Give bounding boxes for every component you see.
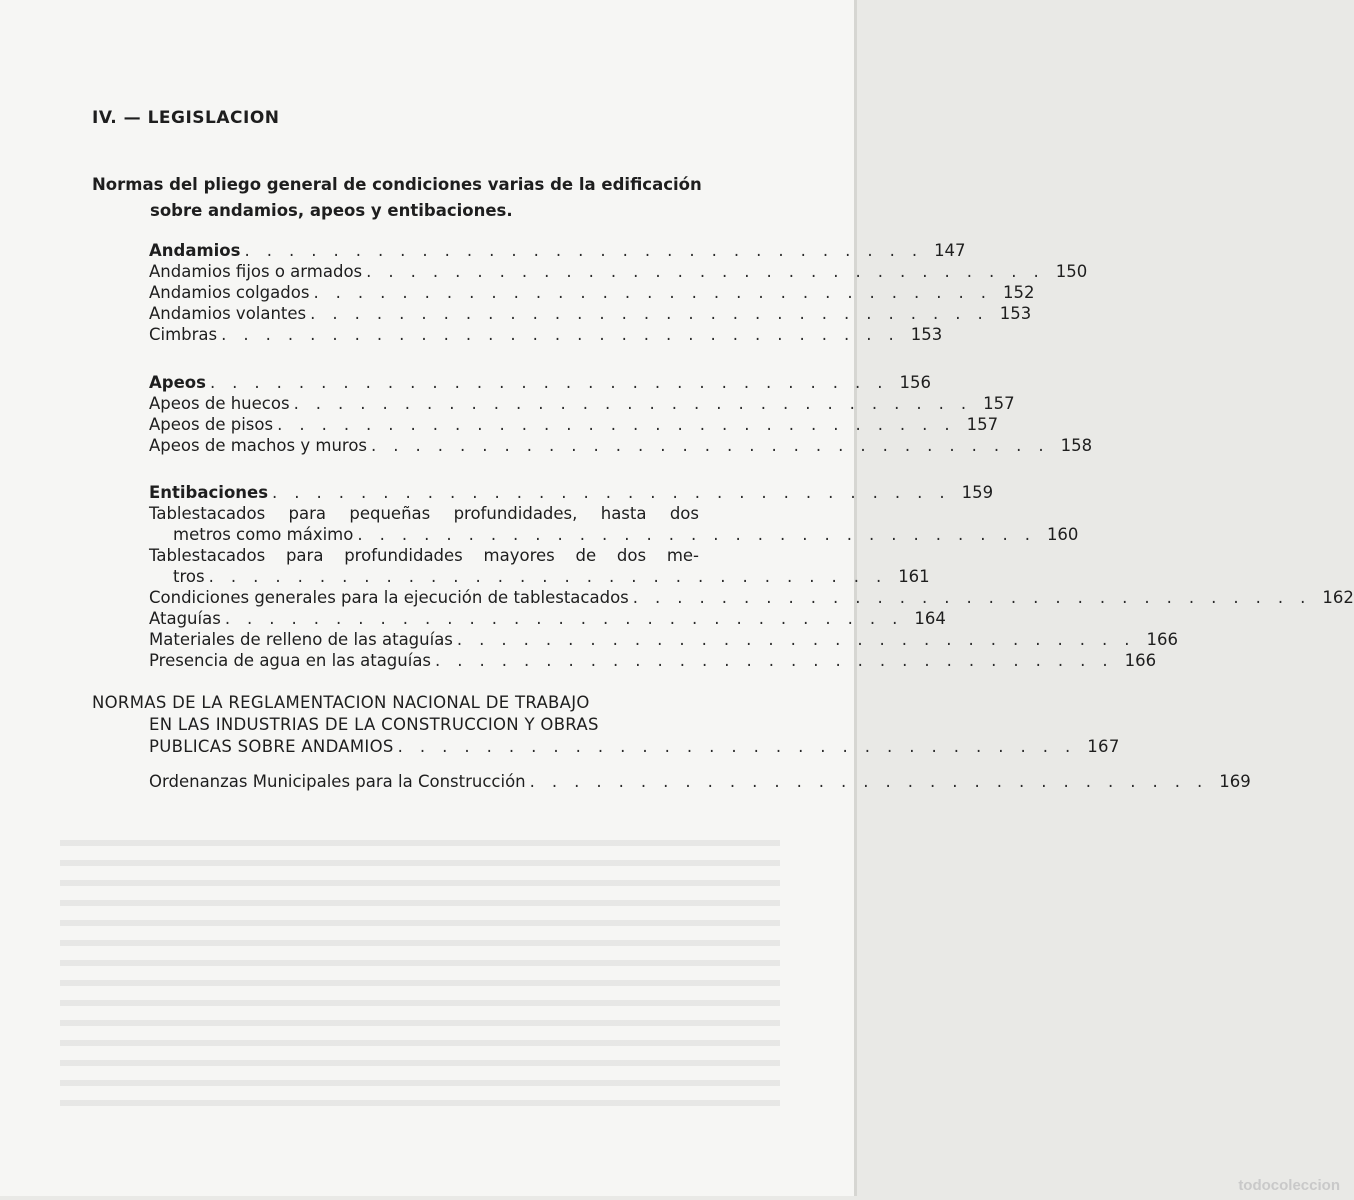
- toc-entry: [149, 524, 1079, 545]
- intro-line-1: Normas del pliego general de condiciones varias de la edificación: [92, 175, 702, 194]
- toc-entry-label: Entibaciones: [149, 483, 269, 502]
- toc-entry-label: Andamios colgados: [149, 283, 310, 302]
- toc-entry-wrap-line: Tablestacados para pequeñas profundidades, hasta dos: [149, 504, 699, 523]
- normas-line-2: EN LAS INDUSTRIAS DE LA CONSTRUCCION Y OBRAS: [149, 715, 599, 734]
- toc-entry-page: 162: [1322, 588, 1354, 607]
- toc-entry-page: 153: [999, 304, 1032, 323]
- toc-entry-andamios: [149, 240, 966, 261]
- toc-entry-label: PUBLICAS SOBRE ANDAMIOS: [149, 737, 394, 756]
- toc-entry-label: Apeos de pisos: [149, 415, 274, 434]
- normas-line-1: NORMAS DE LA REGLAMENTACION NACIONAL DE TRABAJO: [92, 693, 590, 712]
- toc-entry: [149, 393, 1015, 414]
- leader-dots: ...............................: [244, 241, 935, 260]
- leader-dots: ...............................: [632, 588, 1323, 607]
- toc-entry-label: Presencia de agua en las ataguías: [149, 651, 432, 670]
- leader-dots: ...............................: [357, 525, 1047, 544]
- toc-group-normas: [92, 692, 1120, 758]
- toc-entry: [149, 303, 1032, 324]
- toc-entry-page: 166: [1124, 651, 1157, 670]
- toc-entry-page: 166: [1146, 630, 1178, 649]
- toc-entry: [149, 414, 999, 435]
- intro-line-2: sobre andamios, apeos y entibaciones.: [150, 201, 513, 220]
- watermark-logo: todocoleccion: [1238, 1177, 1340, 1194]
- leader-dots: ...............................: [456, 630, 1147, 649]
- toc-entry-label: Andamios volantes: [149, 304, 307, 323]
- toc-entry-page: 157: [966, 415, 999, 434]
- toc-group-entibaciones: [149, 482, 1354, 671]
- toc-group-ordenanzas: [149, 771, 1251, 792]
- toc-entry-page: 158: [1060, 436, 1093, 455]
- intro-heading: [92, 172, 712, 224]
- toc-entry-wrap-line: Tablestacados para profundidades mayores de dos me-: [149, 546, 699, 565]
- toc-entry-page: 147: [934, 241, 966, 260]
- leader-dots: ...............................: [293, 394, 984, 413]
- toc-entry: [149, 587, 1354, 608]
- leader-dots: ...............................: [397, 737, 1088, 756]
- leader-dots: ...............................: [313, 283, 1004, 302]
- toc-entry: [149, 324, 943, 345]
- leader-dots: ...............................: [221, 325, 911, 344]
- toc-entry-label: Apeos de machos y muros: [149, 436, 368, 455]
- leader-dots: ...............................: [208, 567, 899, 586]
- leader-dots: ...............................: [272, 483, 962, 502]
- toc-entry-page: 164: [914, 609, 946, 628]
- toc-entry: [149, 608, 946, 629]
- toc-entry: [149, 282, 1035, 303]
- toc-entry-page: 153: [910, 325, 943, 344]
- toc-entry: [149, 650, 1157, 671]
- toc-entry-label: Ordenanzas Municipales para la Construcción: [149, 772, 526, 791]
- toc-group-andamios: [149, 240, 1088, 345]
- toc-entry: [149, 435, 1093, 456]
- toc-entry: [149, 261, 1088, 282]
- toc-entry-page: 160: [1046, 525, 1079, 544]
- toc-entry-ordenanzas: [149, 771, 1251, 792]
- toc-entry-label: Ataguías: [149, 609, 221, 628]
- toc-entry: [149, 566, 930, 587]
- toc-entry-normas: [92, 736, 1120, 758]
- leader-dots: ...............................: [277, 415, 967, 434]
- leader-dots: ...............................: [224, 609, 915, 628]
- toc-entry-label: Materiales de relleno de las ataguías: [149, 630, 453, 649]
- toc-entry-label: Condiciones generales para la ejecución de tablestacados: [149, 588, 629, 607]
- toc-entry-page: 161: [898, 567, 930, 586]
- leader-dots: ...............................: [529, 772, 1220, 791]
- leader-dots: ...............................: [209, 373, 900, 392]
- leader-dots: ...............................: [366, 262, 1056, 281]
- toc-entry-page: 150: [1055, 262, 1088, 281]
- bleed-through-texture: [60, 840, 780, 1120]
- toc-entry-entibaciones: [149, 482, 994, 503]
- leader-dots: ...............................: [310, 304, 1000, 323]
- toc-entry-page: 159: [961, 483, 994, 502]
- toc-entry-label: tros: [173, 567, 205, 586]
- toc-entry: [149, 629, 1178, 650]
- section-title: IV. — LEGISLACION: [92, 108, 280, 128]
- toc-entry-page: 156: [899, 373, 932, 392]
- toc-entry-label: Apeos: [149, 373, 206, 392]
- toc-group-apeos: [149, 372, 1093, 456]
- toc-entry-label: Andamios: [149, 241, 241, 260]
- toc-entry-page: 167: [1087, 737, 1120, 756]
- toc-entry-label: Andamios fijos o armados: [149, 262, 363, 281]
- toc-entry-apeos: [149, 372, 932, 393]
- toc-entry-page: 152: [1003, 283, 1035, 302]
- toc-entry-label: Cimbras: [149, 325, 218, 344]
- toc-entry-label: metros como máximo: [173, 525, 354, 544]
- toc-entry-label: Apeos de huecos: [149, 394, 290, 413]
- leader-dots: ...............................: [371, 436, 1061, 455]
- toc-entry-page: 169: [1219, 772, 1251, 791]
- toc-entry-page: 157: [983, 394, 1015, 413]
- leader-dots: ...............................: [435, 651, 1125, 670]
